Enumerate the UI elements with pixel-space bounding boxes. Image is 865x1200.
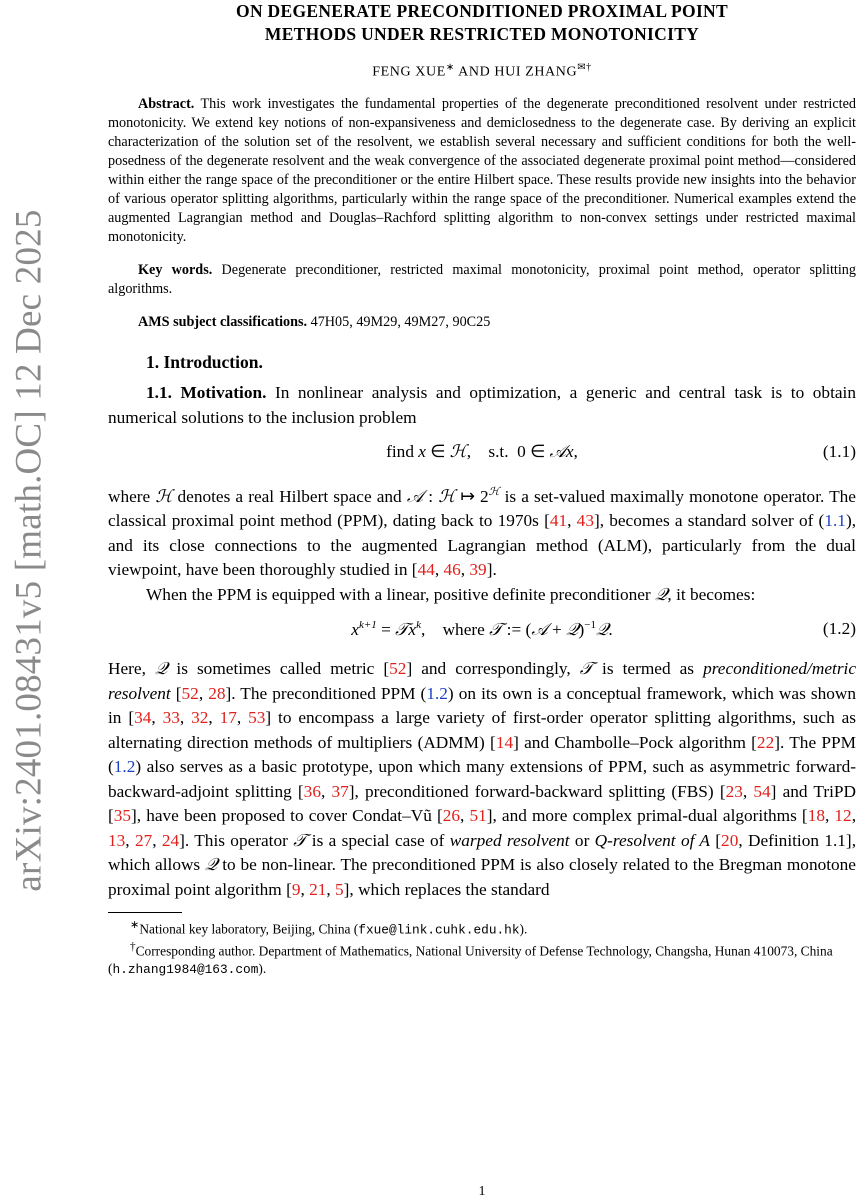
citation-link[interactable]: 35 bbox=[113, 806, 132, 826]
citation-link[interactable]: 23 bbox=[725, 781, 743, 801]
footnote-divider bbox=[108, 912, 182, 913]
citation-link[interactable]: 41 bbox=[549, 511, 568, 531]
citation-link[interactable]: 37 bbox=[331, 781, 349, 801]
citation-link[interactable]: 13 bbox=[108, 830, 126, 850]
equation-1-1 bbox=[108, 442, 856, 468]
ams-label: AMS subject classifications. bbox=[138, 314, 308, 331]
email-link[interactable]: h.zhang1984@163.com bbox=[112, 962, 259, 978]
citation-link[interactable]: 52 bbox=[181, 683, 199, 703]
keywords bbox=[108, 261, 856, 299]
title-line-2: METHODS UNDER RESTRICTED MONOTONICITY bbox=[264, 24, 700, 44]
author-separator: AND bbox=[454, 64, 495, 80]
citation-link[interactable]: 26 bbox=[442, 806, 460, 826]
author-1: FENG XUE bbox=[372, 64, 446, 80]
citation-link[interactable]: 53 bbox=[248, 708, 266, 728]
citation-link[interactable]: 5 bbox=[335, 879, 344, 899]
footnote-1: ∗National key laboratory, Beijing, China (fxue@link.cuhk.edu.hk). bbox=[130, 919, 528, 938]
citation-link[interactable]: 52 bbox=[389, 659, 407, 679]
footnote-2: †Corresponding author. Department of Mathematics, National University of Defense Technology, Changsha, Hunan 410073, China (h.zhang1984@163.com). bbox=[108, 941, 833, 978]
citation-link[interactable]: 24 bbox=[161, 830, 180, 850]
citation-link[interactable]: 12 bbox=[834, 806, 852, 826]
citation-link[interactable]: 46 bbox=[443, 560, 461, 580]
ams-classifications bbox=[108, 313, 856, 332]
author-1-mark: ∗ bbox=[445, 62, 455, 73]
citation-link[interactable]: 51 bbox=[469, 806, 487, 826]
equation-1-1-body: find x ∈ ℋ, s.t. 0 ∈ 𝒜x, bbox=[386, 442, 578, 463]
page-number: 1 bbox=[478, 1184, 486, 1199]
author-2-mark: ✉† bbox=[577, 62, 592, 73]
paragraph-motivation bbox=[108, 381, 856, 430]
motivation-text: In nonlinear analysis and optimization, a generic and central task is to obtain numerical solutions to the inclusion problem bbox=[108, 383, 856, 427]
citation-link[interactable]: 34 bbox=[134, 708, 152, 728]
equation-ref-link[interactable]: 1.2 bbox=[113, 757, 136, 777]
email-link[interactable]: fxue@link.cuhk.edu.hk bbox=[358, 922, 520, 938]
citation-link[interactable]: 21 bbox=[309, 879, 327, 899]
paragraph-problem: where ℋ denotes a real Hilbert space and 𝒜 : ℋ ↦ $2^ℋ$ is a set-valued maximally monotone operator. The classical proximal point method (PPM), dating back to 1970s [41, 43], becomes a standard solver of (1.1), and its close connections to the augmented Lagrangian method (ALM), particularly from the dual viewpoint, have been thoroughly studied in [44, 46, 39]. bbox=[108, 485, 857, 580]
citation-link[interactable]: 27 bbox=[134, 830, 153, 850]
equation-1-2-body: $x^{k+1}$ = 𝒯x$^k$, where 𝒯 := (𝒜 + 𝒬)$^{-1}$𝒬. bbox=[351, 619, 613, 641]
citation-link[interactable]: 43 bbox=[576, 511, 594, 531]
equation-1-2-number: (1.2) bbox=[822, 619, 856, 639]
citation-link[interactable]: 36 bbox=[303, 781, 321, 801]
equation-ref-link[interactable]: 1.1 bbox=[824, 511, 846, 531]
keywords-label: Key words. bbox=[138, 261, 213, 278]
citation-link[interactable]: 17 bbox=[219, 708, 237, 728]
abstract-text: This work investigates the fundamental properties of the degenerate preconditioned resolvent under restricted monotonicity. We extend key notions of non-expansiveness and demiclosedness to the degenerate case. By deriving an explicit characterization of the solution set of the resolvent, we establish several necessary and sufficient conditions for both the well-posedness of the degenerate resolvent and the weak convergence of the associated degenerate proximal point method—considered within either the range space of the preconditioner or the entire Hilbert space. These results provide new insights into the behavior of various operator splitting algorithms, particularly within the range space of the preconditioner. Numerical examples extend the augmented Lagrangian method and Douglas–Rachford splitting algorithm to non-convex settings under restricted maximal monotonicity. bbox=[108, 95, 857, 245]
citation-link[interactable]: 14 bbox=[495, 732, 514, 752]
arxiv-identifier: arXiv:2401.08431v5 [math.OC] 12 Dec 2025 bbox=[8, 208, 50, 892]
arxiv-sidebar bbox=[6, 190, 52, 910]
citation-link[interactable]: 22 bbox=[756, 732, 775, 752]
author-2: HUI ZHANG bbox=[494, 64, 578, 80]
equation-ref-link[interactable]: 1.2 bbox=[426, 683, 448, 703]
title-line-1: ON DEGENERATE PRECONDITIONED PROXIMAL POINT bbox=[236, 1, 728, 21]
ams-text: 47H05, 49M29, 49M27, 90C25 bbox=[310, 314, 491, 331]
keywords-text: Degenerate preconditioner, restricted maximal monotonicity, proximal point method, operator splitting algorithms. bbox=[108, 261, 856, 297]
author-line bbox=[108, 62, 856, 81]
citation-link[interactable]: 28 bbox=[208, 683, 226, 703]
citation-link[interactable]: 18 bbox=[807, 806, 825, 826]
citation-link[interactable]: 9 bbox=[291, 879, 301, 899]
equation-1-1-number: (1.1) bbox=[822, 442, 856, 462]
abstract-label: Abstract. bbox=[138, 95, 195, 112]
citation-link[interactable]: 54 bbox=[753, 781, 771, 801]
section-heading: 1. Introduction. bbox=[146, 352, 263, 373]
citation-link[interactable]: 20 bbox=[721, 830, 739, 850]
paragraph-preconditioned-ppm: Here, 𝒬 is sometimes called metric [52] and correspondingly, 𝒯 is termed as preconditioned/metric resolvent [52, 28]. The preconditioned PPM (1.2) on its own is a conceptual framework, which was shown in [34, 33, 32, 17, 53] to encompass a large variety of first-order operator splitting algorithms, such as alternating direction methods of multipliers (ADMM) [14] and Chambolle–Pock algorithm [22]. The PPM (1.2) also serves as a basic prototype, upon which many extensions of PPM, such as asymmetric forward-backward-adjoint splitting [36, 37], preconditioned forward-backward splitting (FBS) [23, 54] and TriPD [35], have been proposed to cover Condat–Vũ [26, 51], and more complex primal-dual algorithms [18, 12, 13, 27, 24]. This operator 𝒯 is a special case of warped resolvent or Q-resolvent of A [20, Definition 1.1], which allows 𝒬 to be non-linear. The preconditioned PPM is also closely related to the Bregman monotone proximal point algorithm [9, 21, 5], which replaces the standard bbox=[108, 659, 857, 899]
subsection-heading: 1.1. Motivation. bbox=[146, 383, 267, 403]
citation-link[interactable]: 39 bbox=[469, 560, 487, 580]
citation-link[interactable]: 33 bbox=[162, 708, 180, 728]
citation-link[interactable]: 44 bbox=[417, 560, 435, 580]
equation-1-2 bbox=[108, 619, 856, 645]
paragraph-preconditioner: When the PPM is equipped with a linear, positive definite preconditioner 𝒬, it becomes: bbox=[146, 584, 756, 605]
citation-link[interactable]: 32 bbox=[191, 708, 209, 728]
paper-title bbox=[108, 0, 856, 46]
abstract bbox=[108, 95, 856, 247]
paper-page bbox=[108, 0, 857, 1199]
